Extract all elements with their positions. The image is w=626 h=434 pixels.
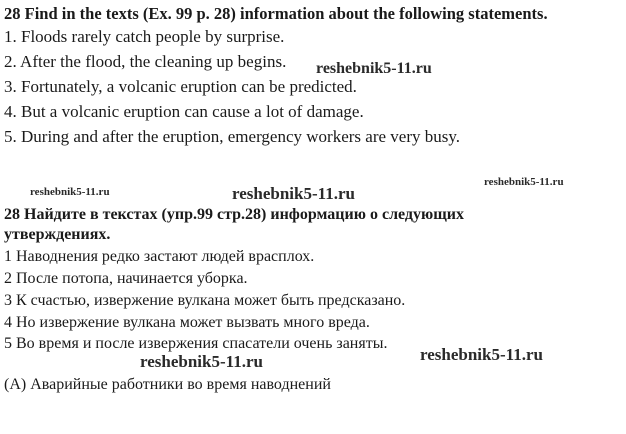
watermark: reshebnik5-11.ru [316,60,432,77]
watermark: reshebnik5-11.ru [232,184,355,203]
english-item-1: 1. Floods rarely catch people by surprise. [4,27,285,46]
russian-answer-a: (A) Аварийные работники во время наводнений [4,376,331,393]
russian-item-5: 5 Во время и после извержения спасатели очень заняты. [4,335,388,352]
russian-heading-line1: 28 Найдите в текстах (упр.99 стр.28) информацию о следующих [4,206,464,223]
english-heading: 28 Find in the texts (Ex. 99 p. 28) information about the following statements. [4,4,548,23]
russian-heading-line2: утверждениях. [4,226,111,243]
english-item-4: 4. But a volcanic eruption can cause a lot of damage. [4,102,364,121]
russian-item-2: 2 После потопа, начинается уборка. [4,270,248,287]
watermark: reshebnik5-11.ru [420,345,543,364]
english-item-5: 5. During and after the eruption, emergency workers are very busy. [4,127,461,146]
watermark: reshebnik5-11.ru [484,176,564,188]
russian-item-4: 4 Но извержение вулкана может вызвать много вреда. [4,314,370,331]
english-item-2: 2. After the flood, the cleaning up begins. [4,52,287,71]
watermark: reshebnik5-11.ru [140,352,263,371]
russian-item-1: 1 Наводнения редко застают людей врасплох. [4,248,315,265]
watermark: reshebnik5-11.ru [30,186,110,198]
russian-item-3: 3 К счастью, извержение вулкана может быть предсказано. [4,292,406,309]
english-item-3: 3. Fortunately, a volcanic eruption can be predicted. [4,77,357,96]
